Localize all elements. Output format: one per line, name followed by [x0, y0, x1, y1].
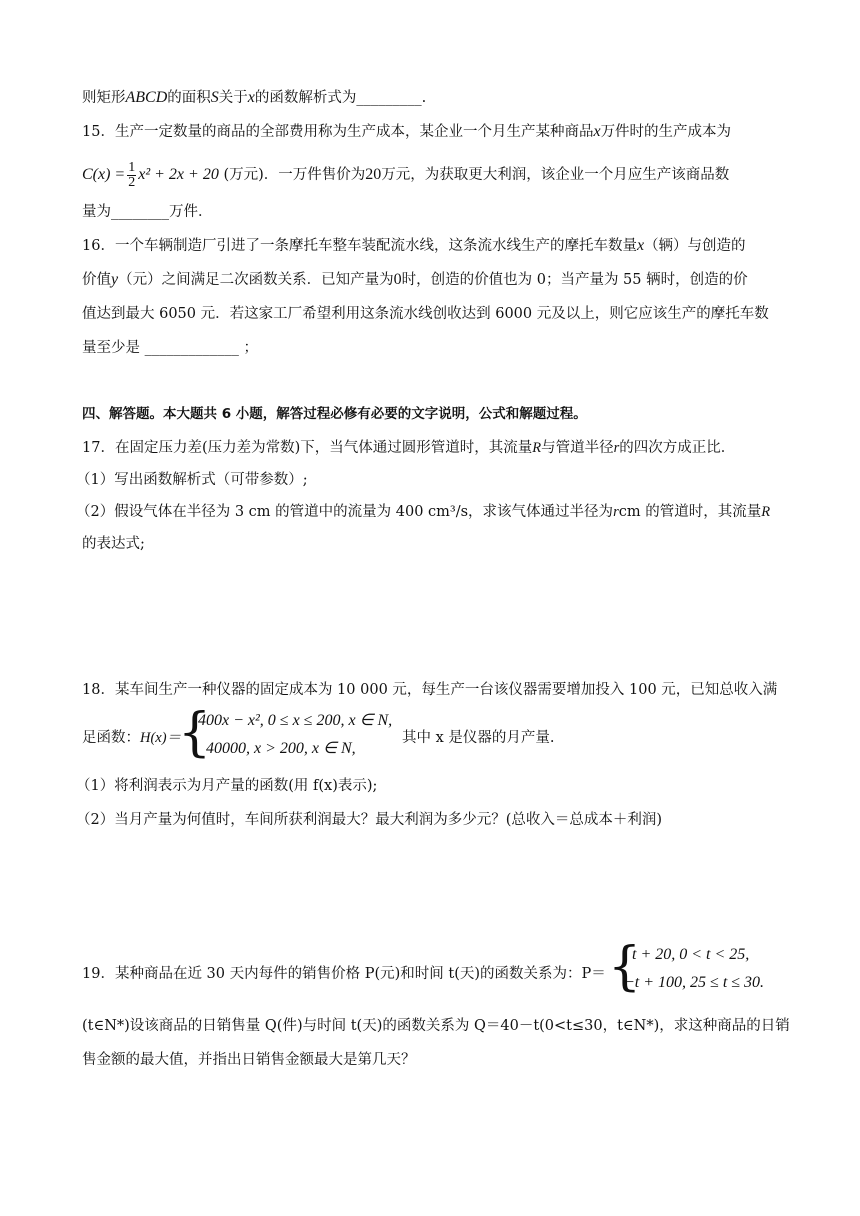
q15-fraction: $\frac{1}{2}$: [128, 159, 136, 190]
q18-line-1: 18．某车间生产一种仪器的固定成本为 10 000 元，每生产一台该仪器需要增加投入 100 元，已知总收入满: [82, 682, 778, 698]
q17-part-2-line-2: 的表达式;: [82, 536, 145, 552]
q19-piecewise-brace: {: [608, 937, 642, 997]
q16-line-2: 价值y（元）之间满足二次函数关系．已知产量为0时，创造的价值也为 0；当产量为 55 辆时，创造的价: [82, 271, 748, 288]
q15-line-3: 量为________万件．: [82, 204, 213, 220]
q19-line-2: (t∈N*)设该商品的日销售量 Q(件)与时间 t(天)的函数关系为 Q＝40－t(0<t≤30，t∈N*)，求这种商品的日销: [82, 1018, 790, 1034]
q15-formula-lhs: C(x) =: [82, 166, 126, 183]
q17-part-2-line-1: （2）假设气体在半径为 3 cm 的管道中的流量为 400 cm³/s，求该气体通过半径为rcm 的管道时，其流量R: [76, 504, 771, 520]
q18-part-2: （2）当月产量为何值时，车间所获利润最大？最大利润为多少元？(总收入＝总成本＋利润): [76, 812, 663, 828]
q19-line-3: 售金额的最大值，并指出日销售金额最大是第几天？: [82, 1052, 416, 1068]
q18-piecewise-brace: {: [178, 703, 212, 763]
q17-part-1: （1）写出函数解析式（可带参数）;: [76, 472, 308, 488]
q18-part-1: （1）将利润表示为月产量的函数(用 f(x)表示);: [76, 778, 378, 794]
q15-formula-rhs: x² + 2x + 20: [138, 166, 219, 183]
q18-case-2: 40000, x > 200, x ∈ N,: [206, 740, 356, 757]
q16-line-4: 量至少是 _____________ ；: [82, 340, 258, 356]
q19-case-1: t + 20, 0 < t < 25,: [632, 946, 750, 963]
q16-line-1: 16．一个车辆制造厂引进了一条摩托车整车装配流水线，这条流水线生产的摩托车数量x（辆）与创造的: [82, 237, 746, 254]
q17-line-1: 17．在固定压力差(压力差为常数)下，当气体通过圆形管道时，其流量R与管道半径r的四次方成正比．: [82, 440, 736, 456]
q14-continuation: 则矩形ABCD的面积S关于x的函数解析式为_________.: [82, 89, 427, 106]
q18-case-1: 400x − x², 0 ≤ x ≤ 200, x ∈ N,: [198, 712, 393, 729]
q15-line-1: 15．生产一定数量的商品的全部费用称为生产成本，某企业一个月生产某种商品x万件时的生产成本为: [82, 123, 732, 140]
q16-line-3: 值达到最大 6050 元．若这家工厂希望利用这条流水线创收达到 6000 元及以上，则它应该生产的摩托车数: [82, 306, 769, 322]
q18-line-2-suffix: 其中 x 是仪器的月产量.: [402, 730, 555, 746]
q19-case-2: −t + 100, 25 ≤ t ≤ 30.: [624, 974, 765, 991]
q18-line-2-prefix: 足函数：H(x)＝: [82, 730, 182, 746]
q15-line-2: C(x) = $\frac{1}{2}$ x² + 2x + 20 (万元)．一万件售价为20万元，为获取更大利润，该企业一个月应生产该商品数: [82, 159, 730, 190]
q19-line-1: 19．某种商品在近 30 天内每件的销售价格 P(元)和时间 t(天)的函数关系为：P＝: [82, 966, 606, 982]
section-4-heading: 四、解答题。本大题共 6 小题，解答过程必修有必要的文字说明，公式和解题过程。: [82, 406, 587, 422]
